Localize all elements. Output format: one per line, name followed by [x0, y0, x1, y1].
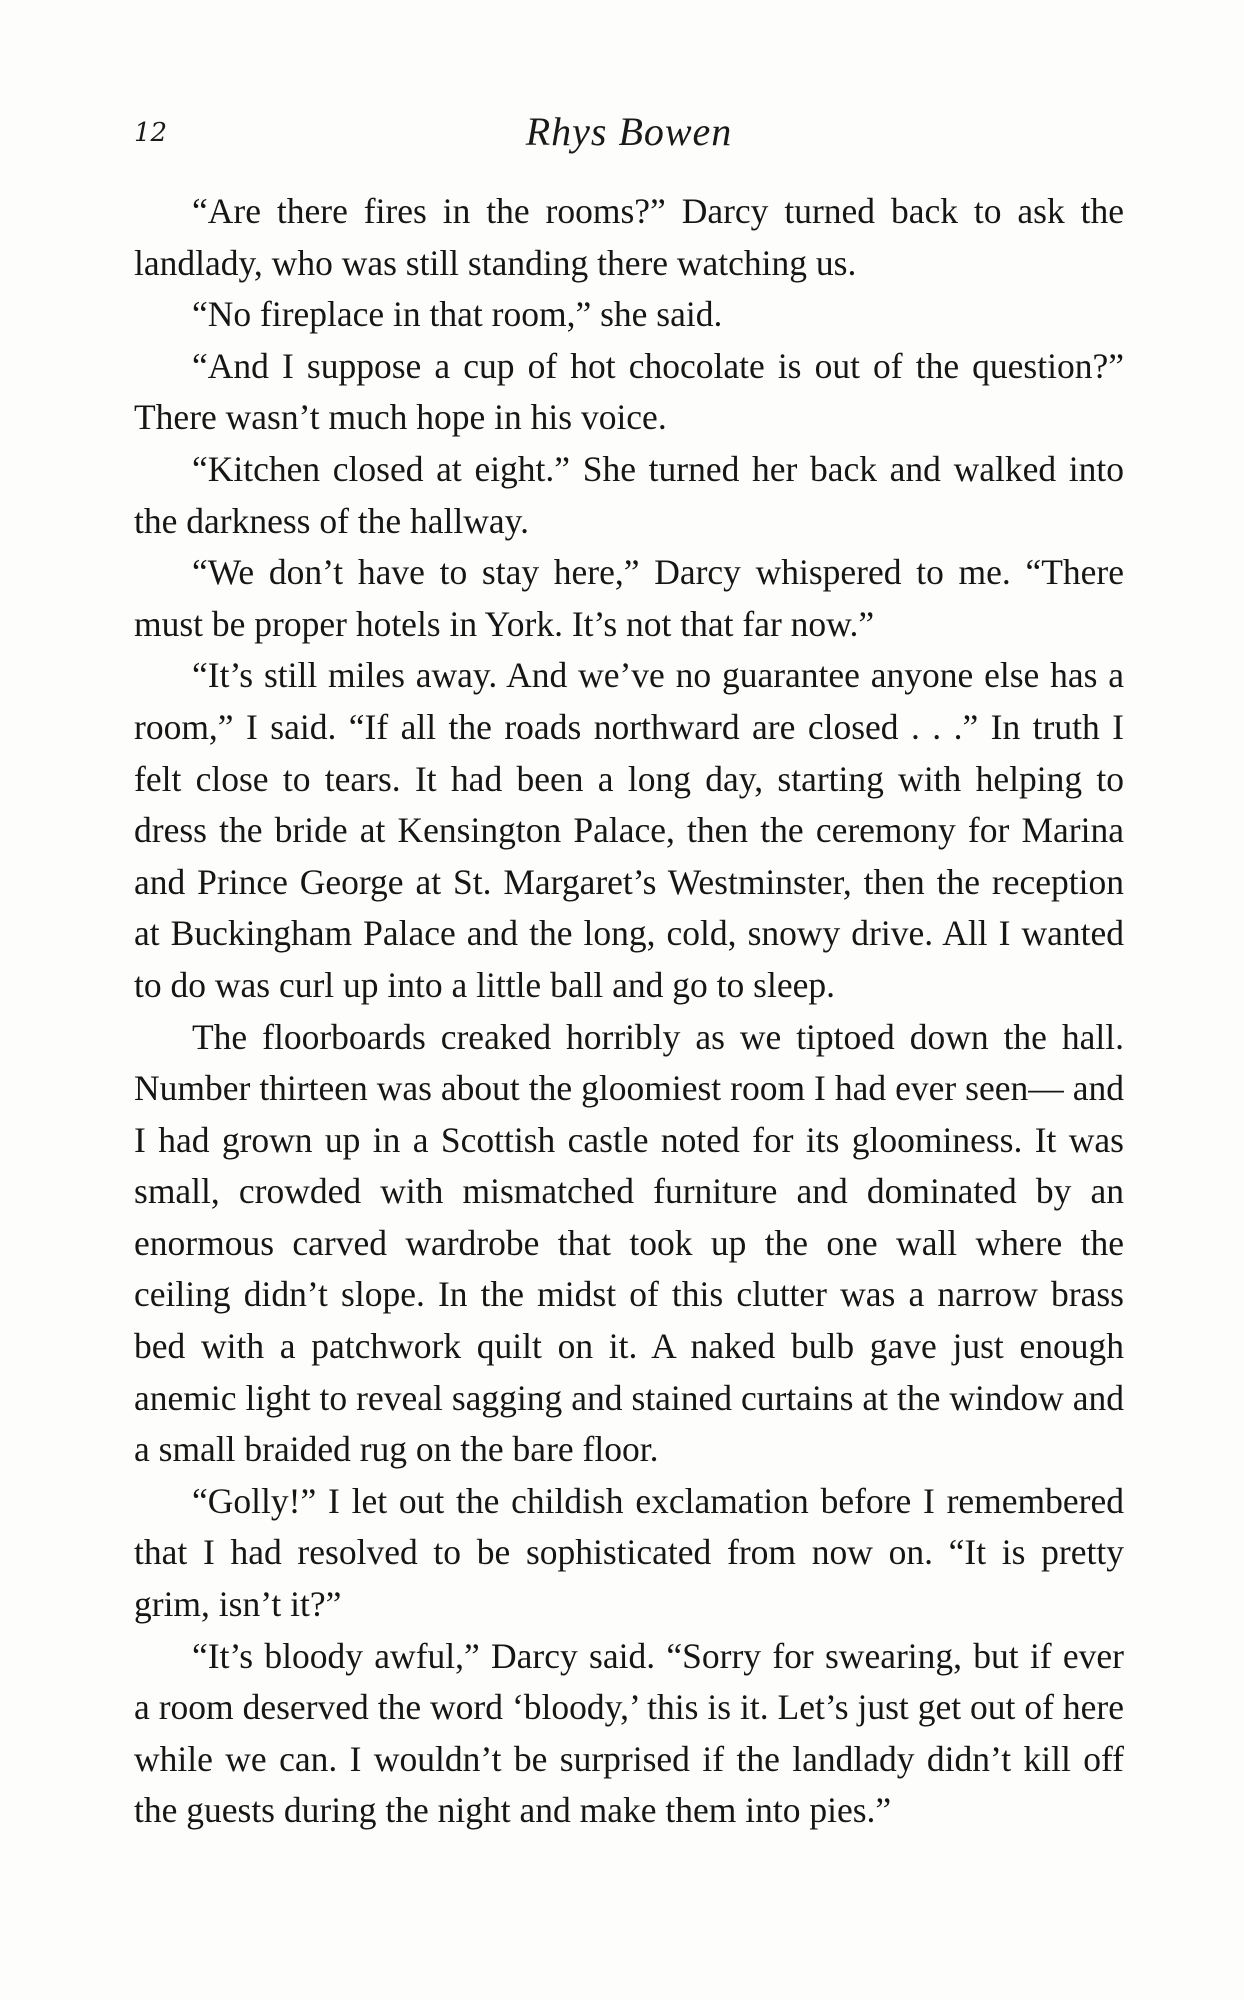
page-number: 12 [134, 118, 168, 148]
paragraph: “It’s still miles away. And we’ve no guarantee anyone else has a room,” I said. “If all the roads northward are closed . . .” In truth I felt close to tears. It had been a long day, starting with helping to dress the bride at Kensington Palace, then the ceremony for Marina and Prince George at St. Margaret’s Westminster, then the reception at Buckingham Palace and the long, cold, snowy drive. All I wanted to do was curl up into a little ball and go to sleep. [134, 655, 1124, 1005]
body-text [134, 186, 1124, 1837]
page-header [134, 108, 1124, 168]
paragraph: “We don’t have to stay here,” Darcy whispered to me. “There must be proper hotels in York. It’s not that far now.” [134, 552, 1124, 644]
paragraph: “No fireplace in that room,” she said. [192, 294, 723, 335]
paragraph: “Are there fires in the rooms?” Darcy turned back to ask the landlady, who was still standing there watching us. [134, 191, 1124, 283]
paragraph: “Golly!” I let out the childish exclamation before I remembered that I had resolved to be sophisticated from now on. “It is pretty grim, isn’t it?” [134, 1480, 1124, 1625]
running-head-author: Rhys Bowen [525, 109, 733, 154]
paragraph: “Kitchen closed at eight.” She turned her back and walked into the darkness of the hallway. [134, 448, 1124, 541]
paragraph: “And I suppose a cup of hot chocolate is out of the question?” There wasn’t much hope in his voice. [134, 345, 1124, 438]
paragraph: “It’s bloody awful,” Darcy said. “Sorry for swearing, but if ever a room deserved the word ‘bloody,’ this is it. Let’s just get out of here while we can. I wouldn’t be surprised if the landlady didn’t kill off the guests during the night and make them into pies.” [134, 1635, 1124, 1831]
paragraph: The floorboards creaked horribly as we tiptoed down the hall. Number thirteen was about the gloomiest room I had ever seen— and I had grown up in a Scottish castle noted for its gloominess. It was small, crowded with mismatched furniture and dominated by an enormous carved wardrobe that took up the one wall where the ceiling didn’t slope. In the midst of this clutter was a narrow brass bed with a patchwork quilt on it. A naked bulb gave just enough anemic light to reveal sagging and stained curtains at the window and a small braided rug on the bare floor. [134, 1016, 1124, 1470]
